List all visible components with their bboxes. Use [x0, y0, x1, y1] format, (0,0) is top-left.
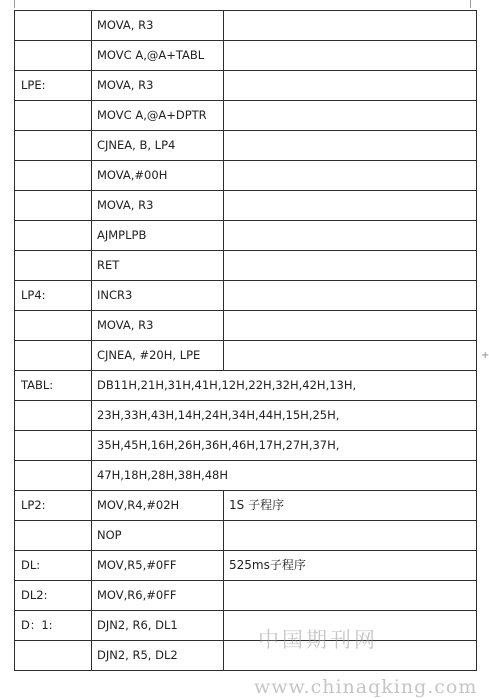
- table-row: [15, 551, 477, 581]
- table-row: [15, 191, 477, 221]
- instruction-cell: MOVA, R3: [92, 311, 224, 341]
- table-row: [15, 221, 477, 251]
- instruction-cell: MOV,R5,#0FF: [92, 551, 224, 581]
- instruction-cell: INCR3: [92, 281, 224, 311]
- label-cell: [15, 431, 92, 461]
- instruction-cell: CJNEA, B, LP4: [92, 131, 224, 161]
- label-cell: [15, 161, 92, 191]
- comment-cell: [224, 341, 477, 371]
- comment-cell: [224, 221, 477, 251]
- instruction-cell: MOV,R4,#02H: [92, 491, 224, 521]
- instruction-cell: MOVA,#00H: [92, 161, 224, 191]
- label-cell: D：1:: [15, 611, 92, 641]
- comment-cell: [224, 71, 477, 101]
- data-table-line: 47H,18H,28H,38H,48H: [92, 461, 477, 491]
- data-table-line: 35H,45H,16H,26H,36H,46H,17H,27H,37H,: [92, 431, 477, 461]
- data-table-line: 23H,33H,43H,14H,24H,34H,44H,15H,25H,: [92, 401, 477, 431]
- label-cell: DL:: [15, 551, 92, 581]
- instruction-cell: MOVA, R3: [92, 191, 224, 221]
- instruction-cell: MOV,R6,#0FF: [92, 581, 224, 611]
- crop-mark-right: [470, 0, 471, 8]
- table-row: [15, 491, 477, 521]
- label-cell: DL2:: [15, 581, 92, 611]
- comment-cell: 525ms子程序: [224, 551, 477, 581]
- table-row: [15, 611, 477, 641]
- comment-cell: [224, 521, 477, 551]
- instruction-cell: RET: [92, 251, 224, 281]
- comment-cell: [224, 41, 477, 71]
- comment-cell: 1S 子程序: [224, 491, 477, 521]
- top-page-marks: [0, 0, 485, 10]
- table-row: [15, 431, 477, 461]
- comment-cell: [224, 131, 477, 161]
- crop-mark-left: [14, 0, 15, 8]
- label-cell: LPE:: [15, 71, 92, 101]
- table-row: [15, 71, 477, 101]
- table-row: [15, 401, 477, 431]
- assembly-code-table: [14, 10, 477, 671]
- table-row: [15, 311, 477, 341]
- instruction-cell: MOVA, R3: [92, 11, 224, 41]
- label-cell: [15, 521, 92, 551]
- instruction-cell: MOVC A,@A+DPTR: [92, 101, 224, 131]
- label-cell: [15, 641, 92, 671]
- data-table-line: DB11H,21H,31H,41H,12H,22H,32H,42H,13H,: [92, 371, 477, 401]
- table-row: [15, 101, 477, 131]
- table-row: [15, 641, 477, 671]
- table-row: [15, 281, 477, 311]
- table-row: [15, 461, 477, 491]
- instruction-cell: CJNEA, #20H, LPE: [92, 341, 224, 371]
- watermark-logo-text: 中国期刊网: [258, 628, 378, 652]
- label-cell: [15, 191, 92, 221]
- instruction-cell: DJN2, R5, DL2: [92, 641, 224, 671]
- comment-cell: [224, 101, 477, 131]
- label-cell: LP4:: [15, 281, 92, 311]
- watermark-url: www.chinaqking.com: [254, 676, 478, 698]
- table-row: [15, 41, 477, 71]
- comment-cell: [224, 251, 477, 281]
- comment-cell: [224, 191, 477, 221]
- label-cell: LP2:: [15, 491, 92, 521]
- comment-cell: [224, 281, 477, 311]
- label-cell: [15, 401, 92, 431]
- label-cell: [15, 461, 92, 491]
- table-row: [15, 161, 477, 191]
- instruction-cell: DJN2, R6, DL1: [92, 611, 224, 641]
- table-row: [15, 521, 477, 551]
- label-cell: TABL:: [15, 371, 92, 401]
- comment-cell: [224, 161, 477, 191]
- comment-cell: [224, 311, 477, 341]
- label-cell: [15, 311, 92, 341]
- label-cell: [15, 101, 92, 131]
- table-row: [15, 131, 477, 161]
- label-cell: [15, 221, 92, 251]
- instruction-cell: MOVA, R3: [92, 71, 224, 101]
- table-row: [15, 341, 477, 371]
- label-cell: [15, 131, 92, 161]
- table-row: [15, 581, 477, 611]
- instruction-cell: NOP: [92, 521, 224, 551]
- margin-marker: +: [481, 350, 489, 361]
- label-cell: [15, 41, 92, 71]
- table-row: [15, 11, 477, 41]
- instruction-cell: AJMPLPB: [92, 221, 224, 251]
- label-cell: [15, 251, 92, 281]
- label-cell: [15, 341, 92, 371]
- comment-cell: [224, 11, 477, 41]
- comment-cell: [224, 581, 477, 611]
- label-cell: [15, 11, 92, 41]
- instruction-cell: MOVC A,@A+TABL: [92, 41, 224, 71]
- table-row: [15, 251, 477, 281]
- table-row: [15, 371, 477, 401]
